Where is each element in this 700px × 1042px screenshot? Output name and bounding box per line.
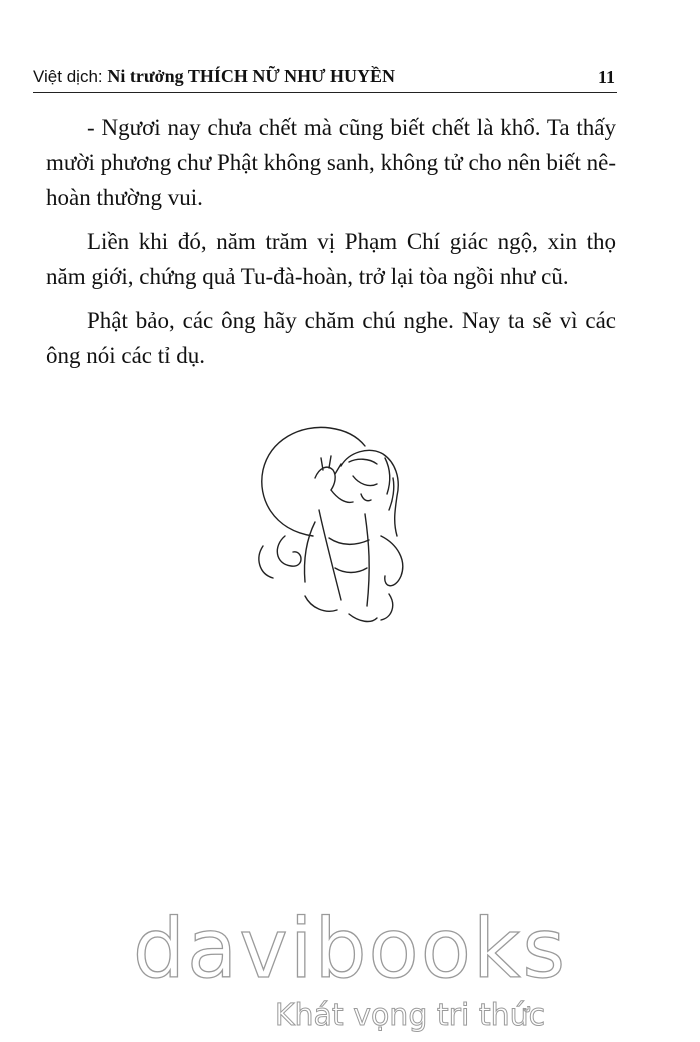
monk-moon-illustration bbox=[245, 418, 420, 633]
paragraph: Phật bảo, các ông hãy chăm chú nghe. Nay ta sẽ vì các ông nói các tỉ dụ. bbox=[46, 308, 616, 368]
moon-outline bbox=[262, 427, 365, 536]
paragraph: Liền khi đó, năm trăm vị Phạm Chí giác ngộ, xin thọ năm giới, chứng quả Tu-đà-hoàn, trở lại tòa ngồi như cũ. bbox=[46, 229, 616, 289]
robe bbox=[319, 510, 369, 606]
face bbox=[353, 476, 377, 501]
watermark-tagline: Khát vọng tri thức bbox=[274, 998, 546, 1033]
scarf-left bbox=[259, 536, 301, 578]
hands bbox=[315, 456, 341, 490]
scarf-right bbox=[381, 536, 403, 620]
header-prefix: Việt dịch: bbox=[33, 67, 103, 86]
page-number: 11 bbox=[597, 67, 615, 87]
body-text bbox=[46, 110, 616, 382]
hair bbox=[341, 450, 398, 536]
paragraph: - Ngươi nay chưa chết mà cũng biết chết là khổ. Ta thấy mười phương chư Phật không sanh, không tử cho nên biết nê-hoàn thường vui. bbox=[46, 115, 616, 210]
header-translator: Ni trưởng THÍCH NỮ NHƯ HUYỀN bbox=[107, 66, 395, 86]
header-credit bbox=[33, 66, 395, 88]
running-header bbox=[33, 62, 617, 93]
watermark-brand: davibooks bbox=[132, 902, 568, 997]
